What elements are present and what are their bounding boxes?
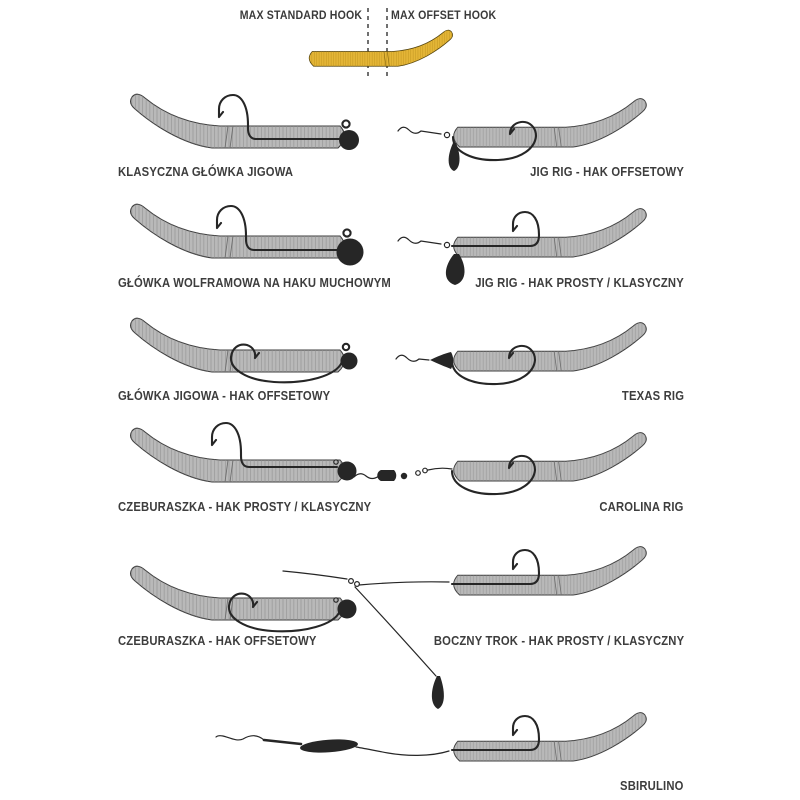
worm-lure-illustration — [454, 209, 647, 257]
label-jig-rig-offset: JIG RIG - HAK OFFSETOWY — [530, 165, 684, 179]
gold-worm-illustration — [309, 30, 452, 66]
cheburashka-weight-icon — [338, 462, 357, 481]
rig-texas — [396, 323, 646, 384]
bullet-weight-icon — [430, 352, 453, 369]
label-czeburaszka-offset: CZEBURASZKA - HAK OFFSETOWY — [118, 634, 317, 648]
worm-lure-illustration — [454, 99, 647, 147]
leader-line — [428, 468, 452, 470]
cheburashka-weight-icon — [338, 600, 357, 619]
line-sleeve — [264, 740, 301, 744]
clip-icon — [444, 242, 449, 247]
rig-czeburaszka-hak-prosty — [131, 423, 357, 482]
bead-icon — [401, 473, 407, 479]
label-boczny-trok: BOCZNY TROK - HAK PROSTY / KLASYCZNY — [433, 634, 684, 648]
clip-icon — [444, 132, 449, 137]
jig-head-ball-icon — [339, 130, 359, 150]
label-texas-rig: TEXAS RIG — [621, 389, 684, 403]
kite-weight-icon — [446, 254, 465, 285]
leader-line — [356, 747, 449, 755]
worm-lure-illustration — [454, 323, 647, 371]
max-standard-hook-label: MAX STANDARD HOOK — [239, 8, 362, 22]
worm-lure-illustration — [454, 433, 647, 481]
worm-lure-illustration — [454, 713, 647, 761]
label-jig-rig-prosty: JIG RIG - HAK PROSTY / KLASYCZNY — [475, 276, 684, 290]
fishing-line — [398, 237, 441, 244]
swivel-icon — [355, 582, 360, 587]
swivel-icon — [423, 468, 428, 473]
sbirolino-float-icon — [300, 738, 359, 755]
rig-jig-rig-hak-offsetowy — [398, 99, 646, 171]
rig-klasyczna-glowka-jigowa — [131, 94, 359, 150]
tungsten-head-ball-icon — [337, 239, 364, 266]
sinker-dropper-line — [355, 587, 436, 676]
rig-jig-rig-hak-prosty — [398, 209, 646, 285]
leader-line — [359, 582, 449, 585]
worm-lure-illustration — [454, 547, 647, 595]
jig-head-eyelet-icon — [342, 120, 349, 127]
rig-carolina — [354, 433, 646, 494]
bullet-weight-icon — [377, 470, 396, 481]
fishing-line — [354, 474, 379, 479]
jig-head-eyelet-icon — [343, 229, 350, 236]
rig-sbirulino — [216, 713, 646, 761]
label-glowka-jigowa-offset: GŁÓWKA JIGOWA - HAK OFFSETOWY — [118, 389, 331, 403]
label-glowka-wolframowa: GŁÓWKA WOLFRAMOWA NA HAKU MUCHOWYM — [118, 276, 391, 290]
main-line — [216, 736, 264, 740]
swivel-icon — [416, 471, 421, 476]
jig-head-ball-icon — [341, 353, 358, 370]
teardrop-sinker-icon — [432, 676, 444, 709]
max-offset-hook-label: MAX OFFSET HOOK — [391, 8, 497, 22]
label-carolina-rig: CAROLINA RIG — [599, 500, 684, 514]
swivel-icon — [349, 579, 354, 584]
teardrop-weight-icon — [449, 143, 460, 171]
jig-head-eyelet-icon — [343, 344, 349, 350]
worm-lure-illustration — [131, 428, 345, 482]
label-sbirulino: SBIRULINO — [620, 779, 684, 793]
rig-boczny-trok — [283, 547, 646, 709]
fishing-line — [396, 355, 429, 361]
main-line — [283, 571, 347, 579]
fishing-line — [398, 127, 441, 134]
rig-glowka-wolframowa — [131, 204, 364, 265]
label-czeburaszka-prosty: CZEBURASZKA - HAK PROSTY / KLASYCZNY — [118, 500, 372, 514]
rig-glowka-jigowa-offset — [131, 318, 358, 382]
label-klasyczna-glowka-jigowa: KLASYCZNA GŁÓWKA JIGOWA — [118, 165, 294, 179]
